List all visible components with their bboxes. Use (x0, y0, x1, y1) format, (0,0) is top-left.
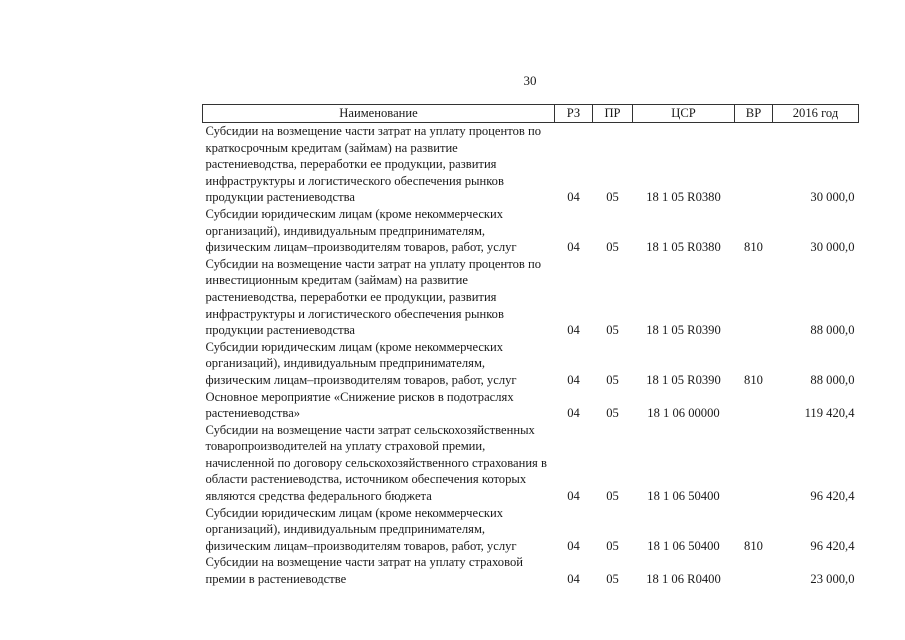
header-sum: 2016 год (773, 105, 859, 123)
row-pr: 05 (606, 572, 619, 587)
table-row (203, 554, 859, 587)
row-sum: 30 000,0 (810, 190, 855, 205)
row-vr (735, 554, 773, 587)
row-name: Основное мероприятие «Снижение рисков в подотраслях растениеводства» (205, 389, 514, 421)
page-number: 30 (523, 73, 537, 88)
table-row (203, 206, 859, 256)
row-vr (735, 123, 773, 206)
row-name: Субсидии юридическим лицам (кроме некоммерческих организаций), индивидуальным предпринимателям, физическим лицам–производителям товаров, работ, услуг (205, 505, 517, 553)
row-csr: 18 1 05 R0380 (646, 240, 721, 255)
row-pr: 05 (606, 372, 619, 387)
row-csr: 18 1 05 R0380 (646, 190, 721, 205)
table-row (203, 389, 859, 422)
row-rz: 04 (567, 406, 580, 421)
row-csr: 18 1 06 00000 (647, 406, 720, 421)
row-rz: 04 (567, 372, 580, 387)
row-vr (735, 389, 773, 422)
row-csr: 18 1 06 R0400 (646, 572, 721, 587)
row-sum: 23 000,0 (810, 572, 855, 587)
row-sum: 119 420,4 (804, 406, 855, 421)
row-vr: 810 (744, 538, 763, 553)
row-name: Субсидии на возмещение части затрат сельскохозяйственных товаропроизводителей на уплату страховой премии, начисленной по договору сельскохозяйственного страхования в области растениеводства, источником обеспечения которых являются средства федерального бюджета (205, 422, 547, 504)
row-csr: 18 1 06 50400 (647, 538, 720, 553)
row-rz: 04 (567, 538, 580, 553)
row-name: Субсидии на возмещение части затрат на уплату процентов по краткосрочным кредитам (займам) на развитие растениеводства, переработки ее продукции, развития инфраструктуры и логистического обеспечения рынков продукции растениеводства (205, 124, 542, 205)
row-pr: 05 (606, 190, 619, 205)
table-header-row (203, 105, 859, 123)
row-csr: 18 1 06 50400 (647, 489, 720, 504)
row-rz: 04 (567, 323, 580, 338)
row-rz: 04 (567, 572, 580, 587)
header-vr: ВР (735, 105, 773, 123)
header-csr: ЦСР (633, 105, 735, 123)
row-name: Субсидии юридическим лицам (кроме некоммерческих организаций), индивидуальным предпринимателям, физическим лицам–производителям товаров, работ, услуг (205, 206, 517, 255)
table-row (203, 422, 859, 505)
row-sum: 96 420,4 (810, 538, 855, 553)
header-pr: ПР (593, 105, 633, 123)
row-vr: 810 (744, 240, 763, 255)
row-pr: 05 (606, 240, 619, 255)
row-vr (735, 256, 773, 339)
table-row (203, 256, 859, 339)
header-name: Наименование (203, 105, 555, 123)
row-pr: 05 (606, 538, 619, 553)
row-sum: 30 000,0 (810, 240, 855, 255)
row-name: Субсидии на возмещение части затрат на уплату процентов по инвестиционным кредитам (займам) на развитие растениеводства, переработки ее продукции, развития инфраструктуры и логистического обеспечения рынков продукции растениеводства (205, 256, 542, 338)
header-rz: РЗ (555, 105, 593, 123)
row-csr: 18 1 05 R0390 (646, 372, 721, 387)
row-vr (735, 422, 773, 505)
row-rz: 04 (567, 489, 580, 504)
table-row (203, 339, 859, 389)
table-row (203, 123, 859, 206)
row-rz: 04 (567, 240, 580, 255)
row-sum: 96 420,4 (810, 489, 855, 504)
table-row (203, 505, 859, 555)
row-name: Субсидии юридическим лицам (кроме некоммерческих организаций), индивидуальным предпринимателям, физическим лицам–производителям товаров, работ, услуг (205, 339, 517, 387)
row-vr: 810 (744, 372, 763, 387)
row-pr: 05 (606, 489, 619, 504)
row-csr: 18 1 05 R0390 (646, 323, 721, 338)
budget-table (202, 104, 859, 588)
row-name: Субсидии на возмещение части затрат на уплату страховой премии в растениеводстве (205, 555, 523, 587)
row-pr: 05 (606, 406, 619, 421)
row-sum: 88 000,0 (810, 323, 855, 338)
row-pr: 05 (606, 323, 619, 338)
row-sum: 88 000,0 (810, 372, 855, 387)
row-rz: 04 (567, 190, 580, 205)
